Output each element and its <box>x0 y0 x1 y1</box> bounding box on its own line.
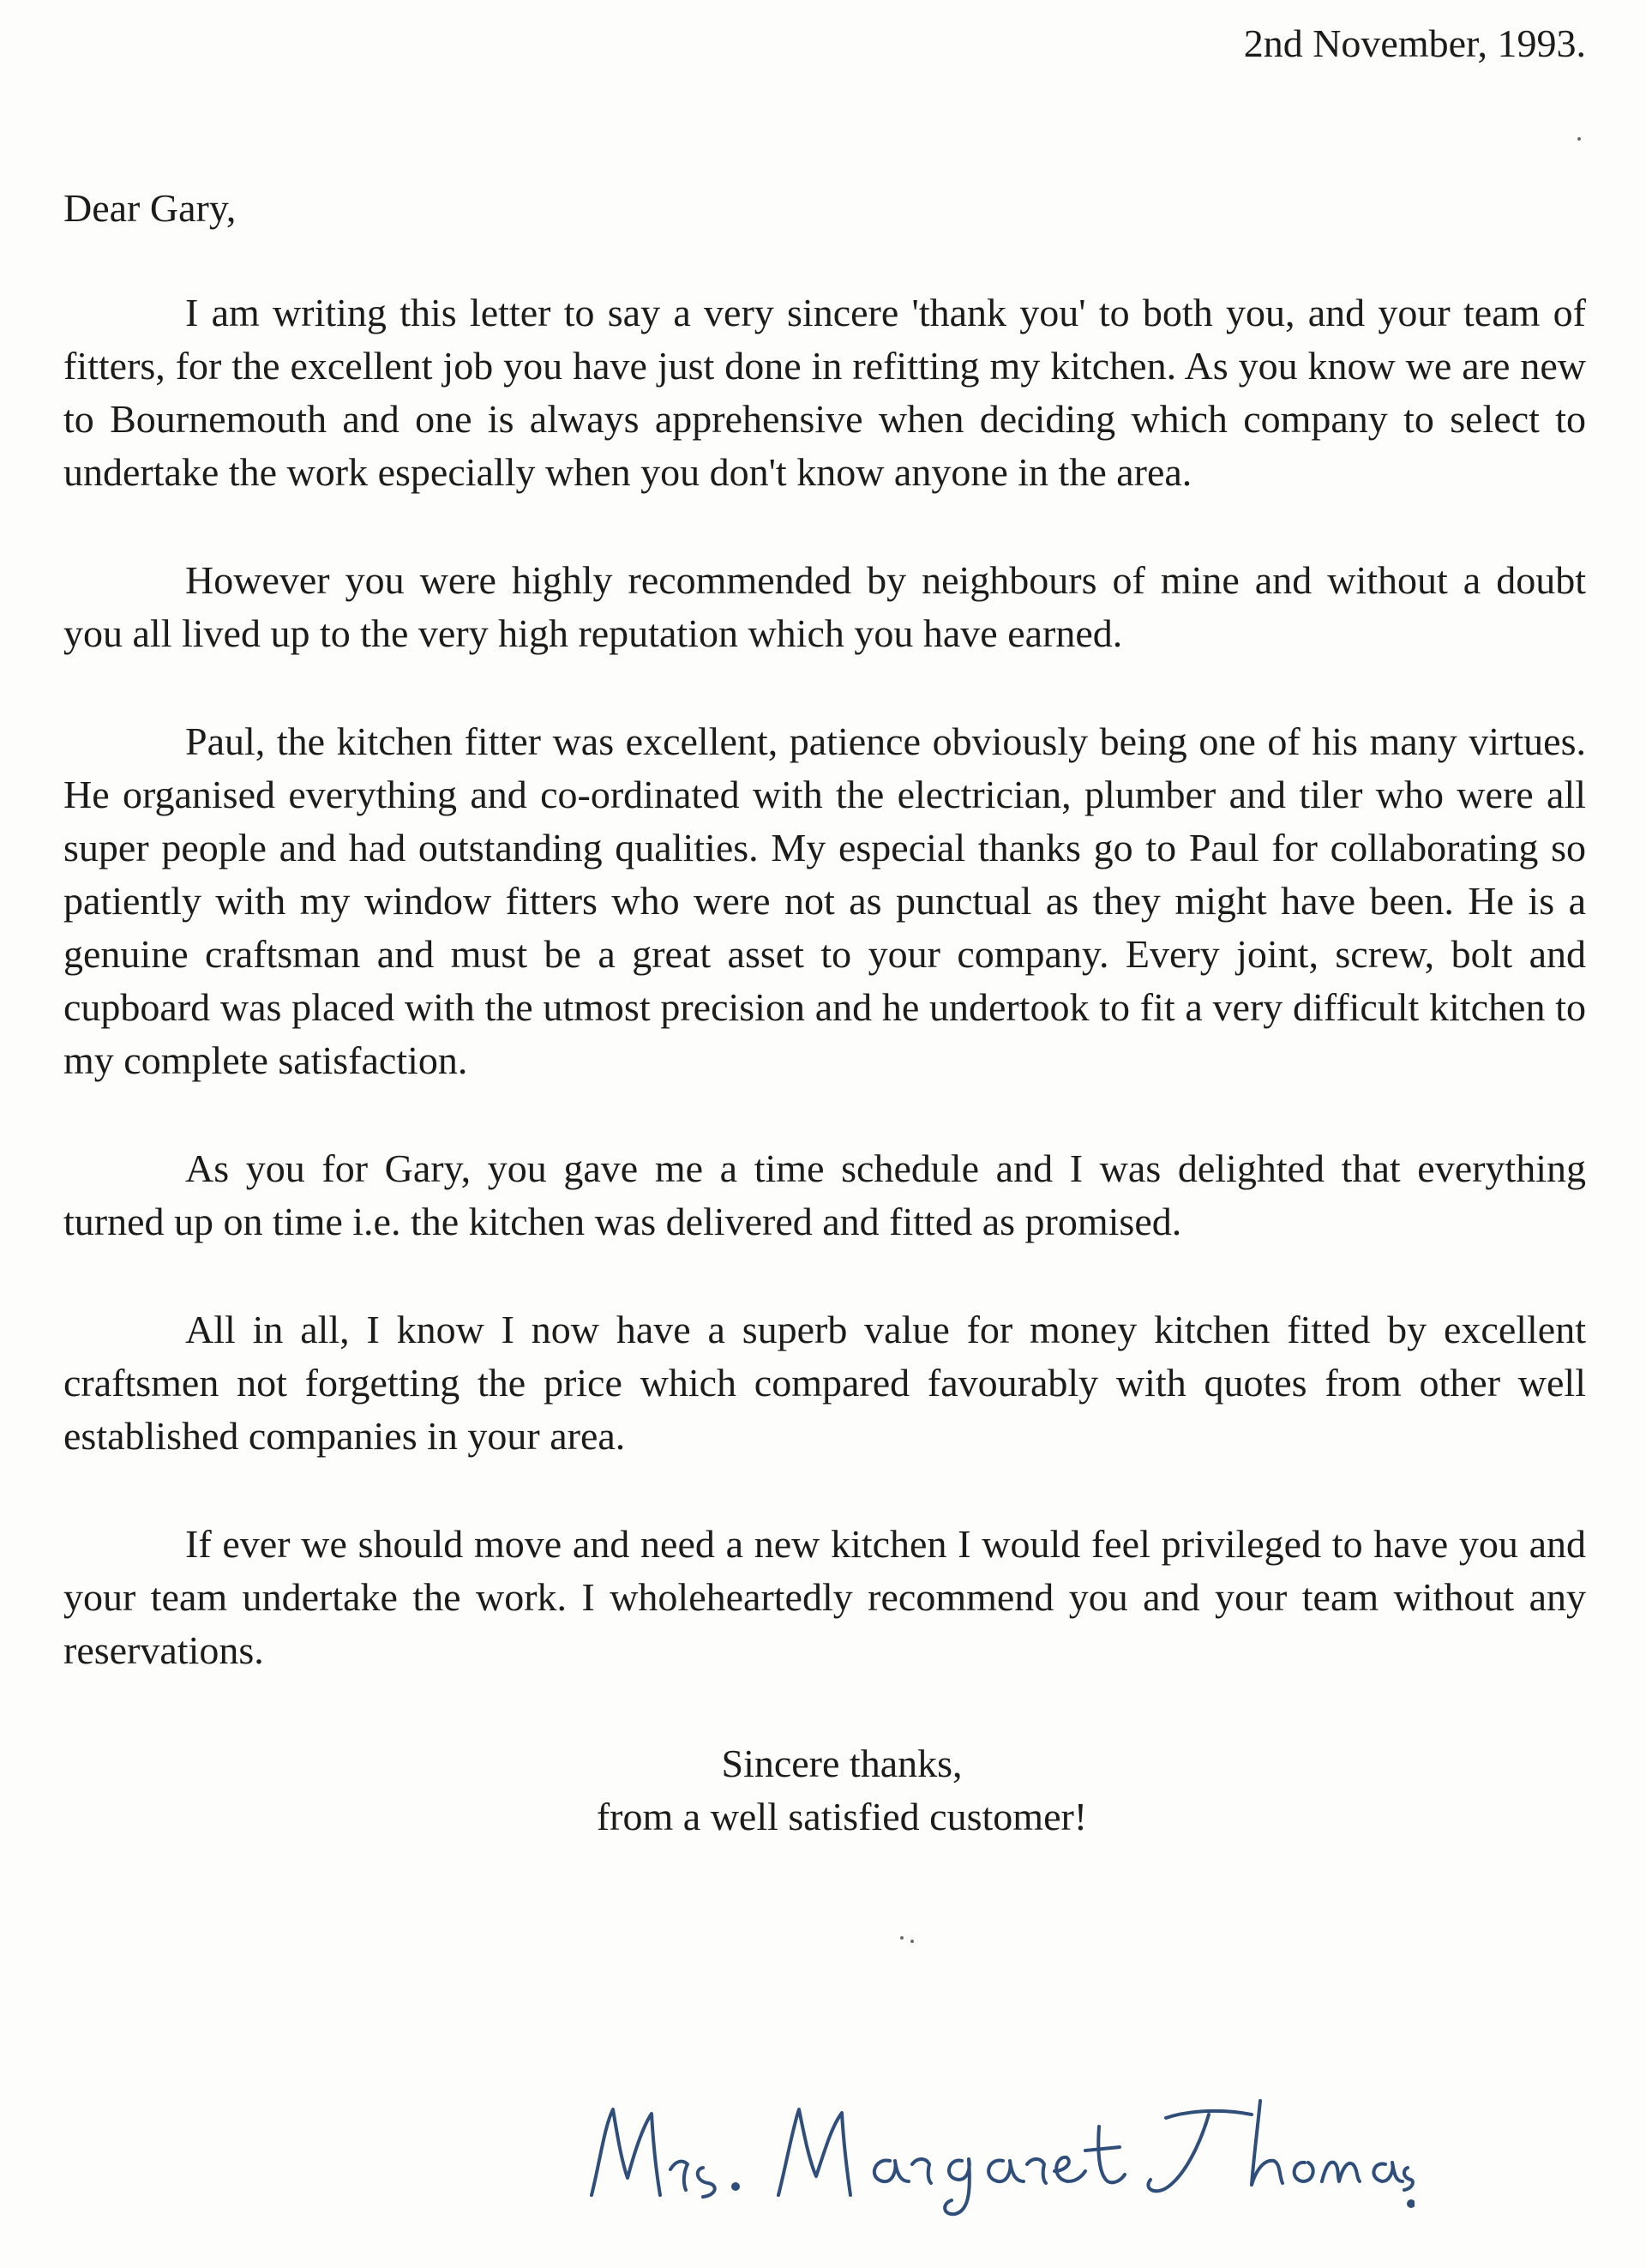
letter-date: 2nd November, 1993. <box>1243 21 1586 65</box>
paragraph-future-recommend: If ever we should move and need a new kitchen I would feel privileged to have you and your team undertake the work. I wholeheartedly recommend you and your team without any reservations. <box>63 1522 1586 1672</box>
paper-speck <box>1577 137 1581 141</box>
salutation: Dear Gary, <box>63 186 237 230</box>
paragraph-thank-you: I am writing this letter to say a very sincere 'thank you' to both you, and your team of fitters, for the excellent job you have just done in refitting my kitchen. As you know we are new to Bournemouth and one is always apprehensive when deciding which company to select to undertake the work especially when you don't know anyone in the area. <box>63 291 1586 494</box>
letter-body <box>63 17 1586 1844</box>
paper-speck <box>900 1936 904 1940</box>
closing <box>63 1737 1586 1844</box>
paragraph-paul-fitter: Paul, the kitchen fitter was excellent, patience obviously being one of his many virtues. He organised everything and co-ordinated with the electrician, plumber and tiler who were all super people and had outstanding qualities. My especial thanks go to Paul for collaborating so patiently with my window fitters who were not as punctual as they might have been. He is a genuine craftsman and must be a great asset to your company. Every joint, screw, bolt and cupboard was placed with the utmost precision and he undertook to fit a very difficult kitchen to my complete satisfaction. <box>63 719 1586 1082</box>
paragraph-recommendation: However you were highly recommended by neighbours of mine and without a doubt you all lived up to the very high reputation which you have earned. <box>63 558 1586 655</box>
paper-speck <box>910 1940 914 1943</box>
closing-line-thanks: Sincere thanks, <box>721 1742 963 1785</box>
paragraph-time-schedule: As you for Gary, you gave me a time schedule and I was delighted that everything turned up on time i.e. the kitchen was delivered and fitted as promised. <box>63 1146 1586 1243</box>
signature-drawing <box>574 2075 1415 2221</box>
handwritten-signature <box>574 2075 1415 2221</box>
closing-line-customer: from a well satisfied customer! <box>596 1795 1088 1838</box>
paragraph-value-for-money: All in all, I know I now have a superb value for money kitchen fitted by excellent craftsmen not forgetting the price which compared favourably with quotes from other well established companies in your area. <box>63 1308 1586 1458</box>
